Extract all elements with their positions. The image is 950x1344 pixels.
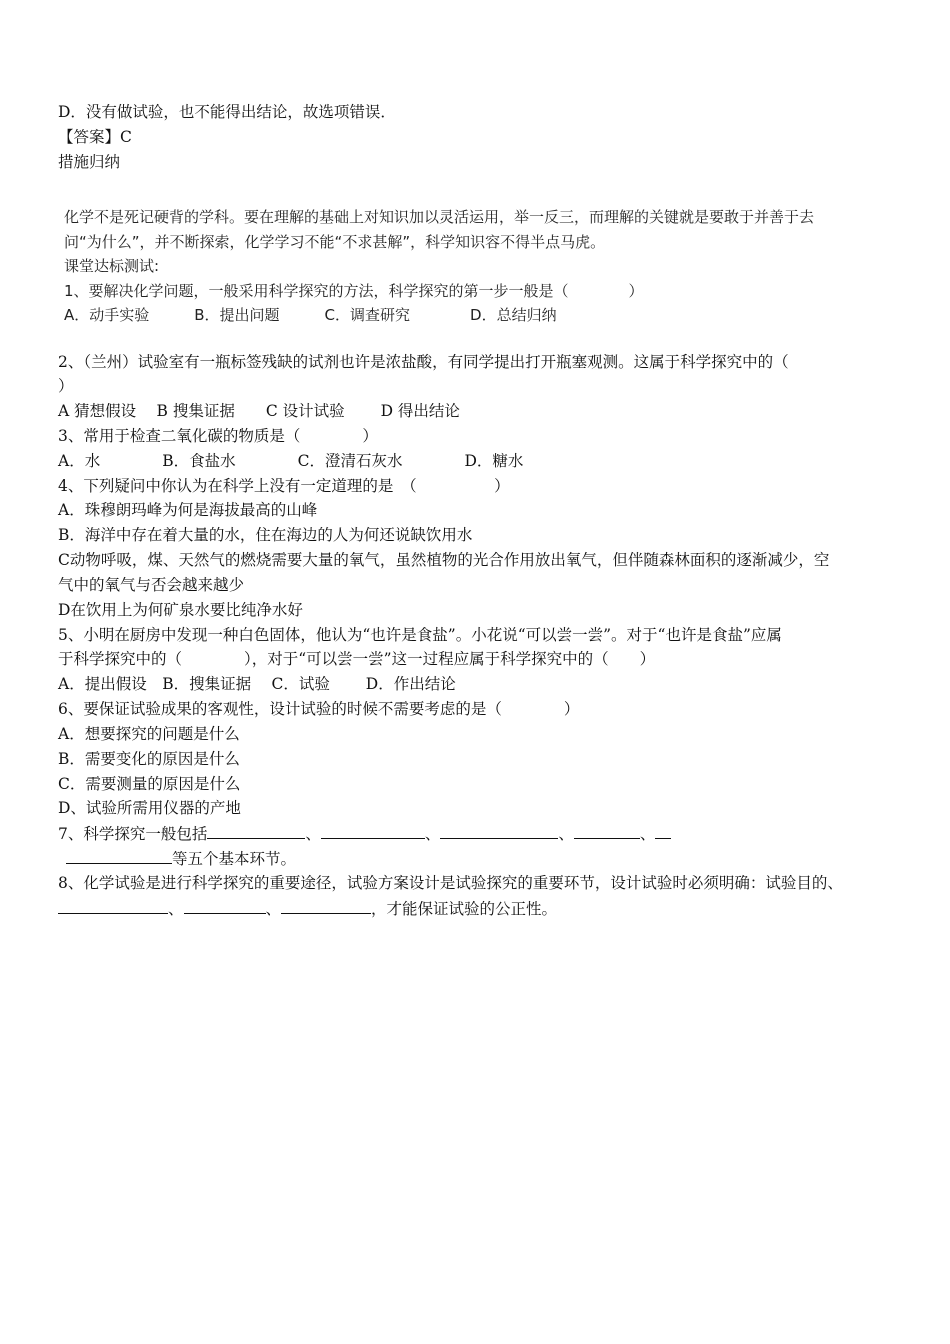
- summary-line-2: 问“为什么”，并不断探索，化学学习不能“不求甚解”，科学知识容不得半点马虎。: [64, 233, 606, 251]
- summary-line-1: 化学不是死记硬背的学科。要在理解的基础上对知识加以灵活运用，举一反三，而理解的关键就是要敢于并善于去: [64, 208, 815, 226]
- q2-options: A 猜想假设 B 搜集证据 C 设计试验 D 得出结论: [58, 402, 460, 420]
- q7-stem: 7、科学探究一般包括: [58, 825, 208, 843]
- q6-option-c: C．需要测量的原因是什么: [58, 775, 241, 793]
- q7-blank-1[interactable]: [207, 823, 305, 839]
- q6-option-b: B．需要变化的原因是什么: [58, 750, 240, 768]
- q6-stem: 6、要保证试验成果的客观性，设计试验的时候不需要考虑的是（ ）: [58, 700, 580, 718]
- test-title: 课堂达标测试:: [64, 257, 160, 275]
- q8-blank-1[interactable]: [58, 898, 168, 914]
- q7-sep-3: 、: [558, 825, 574, 843]
- q7-tail: 等五个基本环节。: [172, 850, 297, 868]
- q8-line-2: [58, 898, 557, 919]
- q2-stem-1: 2、（兰州）试验室有一瓶标签残缺的试剂也许是浓盐酸，有同学提出打开瓶塞观测。这属于科学探究中的（: [58, 353, 789, 371]
- q6-option-d: D、试验所需用仪器的产地: [58, 799, 241, 817]
- q8-stem: 8、化学试验是进行科学探究的重要途径，试验方案设计是试验探究的重要环节，设计试验时必须明确：试验目的、: [58, 874, 843, 892]
- q5-options: A．提出假设 B．搜集证据 C．试验 D．作出结论: [58, 675, 456, 693]
- q7-blank-4[interactable]: [574, 823, 640, 839]
- q7-blank-3[interactable]: [440, 823, 558, 839]
- q6-option-a: A．想要探究的问题是什么: [58, 725, 240, 743]
- q8-blank-2[interactable]: [184, 898, 266, 914]
- q5-stem-2: 于科学探究中的（ ），对于“可以尝一尝”这一过程应属于科学探究中的（ ）: [58, 650, 656, 668]
- q7-sep-2: 、: [424, 825, 441, 843]
- q7-line-2: [66, 848, 296, 869]
- q7-blank-5[interactable]: [66, 848, 172, 864]
- q5-stem-1: 5、小明在厨房中发现一种白色固体，他认为“也许是食盐”。小花说“可以尝一尝”。对于“也许是食盐”应属: [58, 626, 782, 644]
- answer-line: 【答案】C: [58, 128, 132, 146]
- q7-blank-5-start[interactable]: [655, 823, 671, 839]
- q1-options: A．动手实验 B．提出问题 C．调查研究 D．总结归纳: [64, 306, 557, 324]
- q4-option-c-1: C动物呼吸，煤、天然气的燃烧需要大量的氧气，虽然植物的光合作用放出氧气，但伴随森林面积的逐渐减少，空: [58, 551, 830, 569]
- q4-option-d: D在饮用上为何矿泉水要比纯净水好: [58, 601, 303, 619]
- q8-tail: ，才能保证试验的公正性。: [371, 900, 558, 918]
- q4-option-b: B．海洋中存在着大量的水，住在海边的人为何还说缺饮用水: [58, 526, 473, 544]
- q3-stem: 3、常用于检查二氧化碳的物质是（ ）: [58, 427, 378, 445]
- q8-sep-2: 、: [265, 900, 282, 918]
- q2-stem-2: ）: [58, 377, 74, 395]
- q8-blank-3[interactable]: [281, 898, 371, 914]
- q1-stem: 1、要解决化学问题，一般采用科学探究的方法，科学探究的第一步一般是（ ）: [64, 282, 644, 300]
- q4-option-c-2: 气中的氧气与否会越来越少: [58, 576, 245, 594]
- q3-options: A．水 B．食盐水 C．澄清石灰水 D．糖水: [58, 452, 524, 470]
- q7-sep-1: 、: [305, 825, 321, 843]
- q7-line-1: [58, 823, 671, 844]
- q4-option-a: A．珠穆朗玛峰为何是海拔最高的山峰: [58, 501, 318, 519]
- q4-stem: 4、下列疑问中你认为在科学上没有一定道理的是 （ ）: [58, 477, 510, 495]
- q8-sep-1: 、: [168, 900, 184, 918]
- q7-sep-4: 、: [639, 825, 656, 843]
- option-d-line: D．没有做试验，也不能得出结论，故选项错误．: [58, 103, 396, 121]
- q7-blank-2[interactable]: [321, 823, 425, 839]
- section-heading: 措施归纳: [58, 153, 121, 171]
